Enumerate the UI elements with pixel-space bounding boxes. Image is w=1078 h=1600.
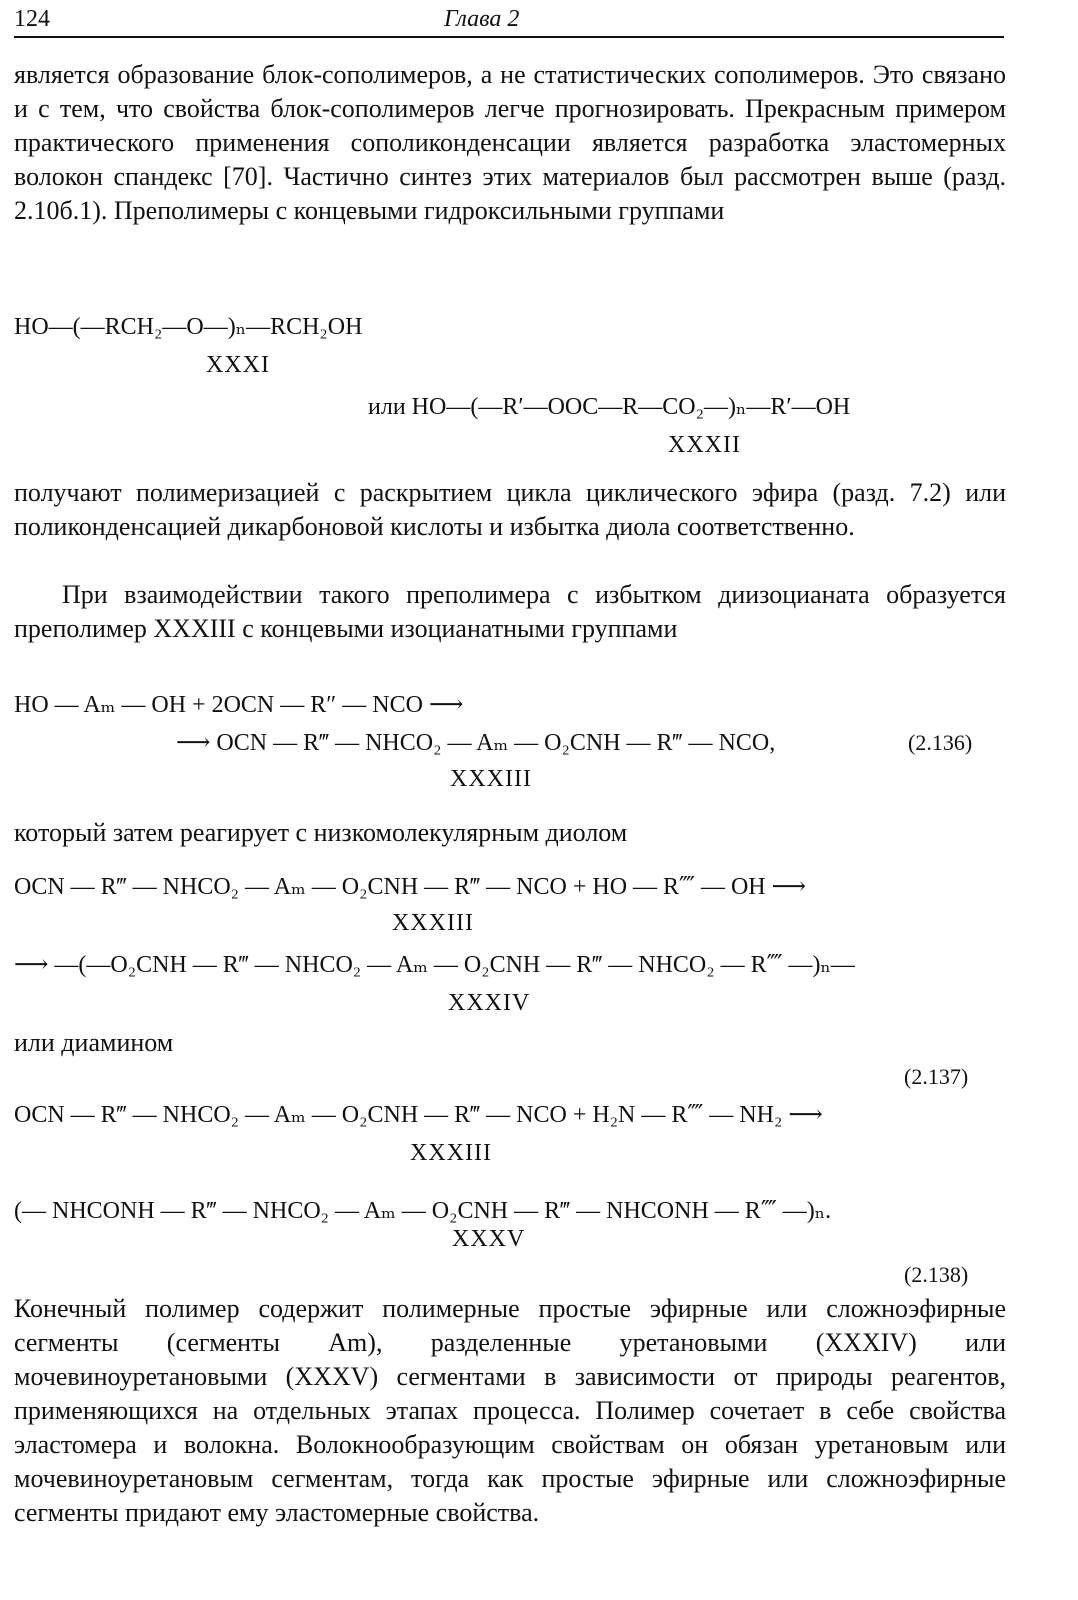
- paragraph-4: который затем реагирует с низкомолекулярным диолом: [14, 818, 628, 847]
- equation-2-136-line-2: ⟶ OCN — R‴ — NHCO₂ — Aₘ — O₂CNH — R‴ — NCO,: [176, 730, 776, 756]
- paragraph-3: При взаимодействии такого преполимера с избытком диизоцианата образуется преполимер XXXIII с концевыми изоцианатными группами: [14, 580, 1006, 643]
- formula-label-xxxiii: XXXIII: [450, 766, 532, 792]
- running-head: Глава 2: [444, 6, 520, 32]
- paragraph-2: получают полимеризацией с раскрытием цикла циклического эфира (разд. 7.2) или поликонденсацией дикарбоновой кислоты и избытка диола соответственно.: [14, 478, 1006, 541]
- equation-number-2-138: (2.138): [904, 1262, 969, 1287]
- equation-2-137-line-1: OCN — R‴ — NHCO₂ — Aₘ — O₂CNH — R‴ — NCO + HO — R⁗ — OH ⟶: [14, 874, 807, 900]
- formula-xxxi: HO—(—RCH₂—O—)ₙ—RCH₂OH: [14, 314, 363, 340]
- paragraph-6: Конечный полимер содержит полимерные простые эфирные или сложноэфирные сегменты (сегменты Am), разделенные уретановыми (XXXIV) или мочевиноуретановыми (XXXV) сегментами в зависимости от природы реагентов, применяющихся на отдельных этапах процесса. Полимер сочетает в себе свойства эластомера и волокна. Волокнообразующим свойствам он обязан уретановым или мочевиноуретановым сегментам, тогда как простые эфирные или сложноэфирные сегменты придают ему эластомерные свойства.: [14, 1294, 1006, 1527]
- formula-label-xxxiii-3: XXXIII: [410, 1140, 492, 1166]
- page-number: 124: [14, 6, 50, 32]
- page-header: [14, 6, 1004, 38]
- formula-label-xxxi: XXXI: [206, 352, 270, 378]
- equation-2-138-line-1: OCN — R‴ — NHCO₂ — Aₘ — O₂CNH — R‴ — NCO + H₂N — R⁗ — NH₂ ⟶: [14, 1102, 823, 1128]
- paragraph-1: является образование блок-сополимеров, а не статистических сополимеров. Это связано и с тем, что свойства блок-сополимеров легче прогнозировать. Прекрасным примером практического применения сополиконденсации является разработка эластомерных волокон спандекс [70]. Частично синтез этих материалов был рассмотрен выше (разд. 2.10б.1). Преполимеры с концевыми гидроксильными группами: [14, 60, 1006, 225]
- equation-2-136-line-1: HO — Aₘ — OH + 2OCN — R″ — NCO ⟶: [14, 692, 464, 718]
- paragraph-5: или диамином: [14, 1028, 174, 1057]
- formula-label-xxxiii-2: XXXIII: [392, 910, 474, 936]
- equation-2-137-line-2: ⟶ —(—O₂CNH — R‴ — NHCO₂ — Aₘ — O₂CNH — R‴ — NHCO₂ — R⁗ —)ₙ—: [14, 952, 855, 978]
- equation-number-2-136: (2.136): [908, 730, 973, 755]
- equation-number-2-137: (2.137): [904, 1064, 969, 1089]
- formula-label-xxxv: XXXV: [452, 1226, 526, 1252]
- formula-label-xxxiv: XXXIV: [448, 990, 531, 1016]
- equation-2-138-line-2: (— NHCONH — R‴ — NHCO₂ — Aₘ — O₂CNH — R‴ — NHCONH — R⁗ —)ₙ.: [14, 1198, 832, 1224]
- formula-xxxii: или HO—(—R′—OOC—R—CO₂—)ₙ—R′—OH: [368, 394, 851, 420]
- formula-label-xxxii: XXXII: [668, 432, 741, 458]
